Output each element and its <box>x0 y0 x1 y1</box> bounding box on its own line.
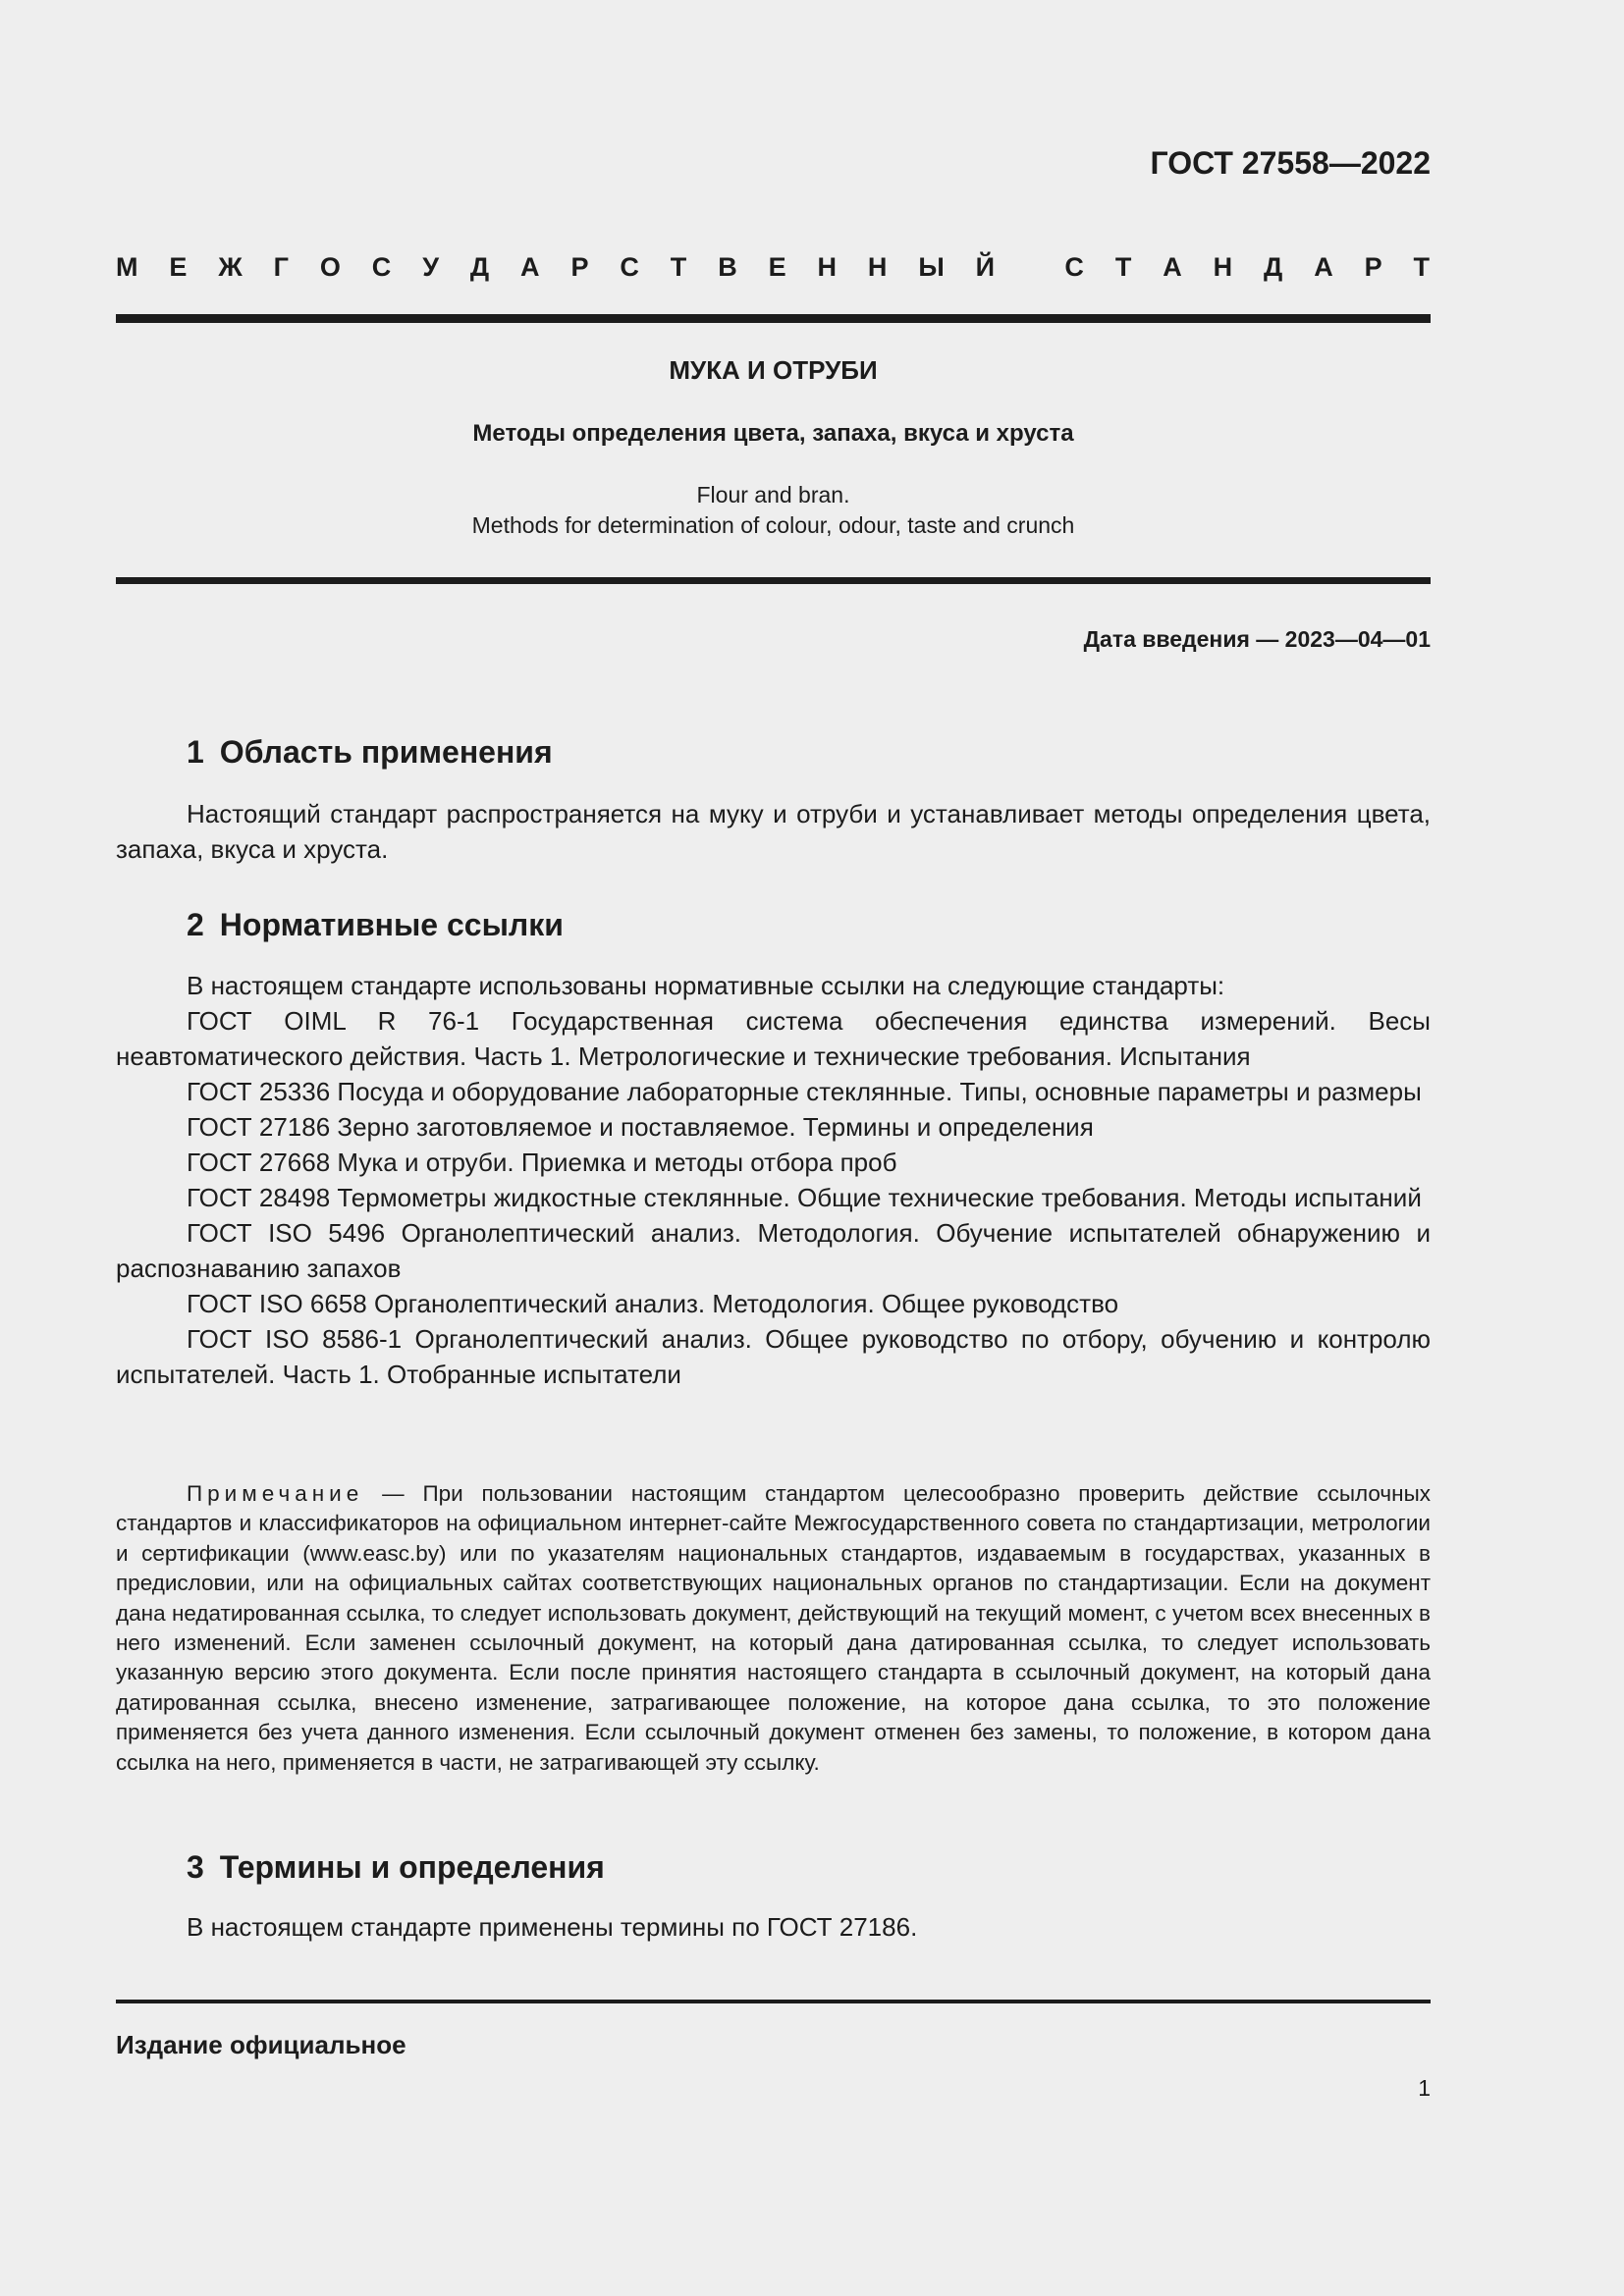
paragraph: В настоящем стандарте использованы нормативные ссылки на следующие стандарты: <box>187 971 1225 1000</box>
reference-item: ГОСТ ISO 6658 Органолептический анализ. Методология. Общее руководство <box>187 1289 1119 1318</box>
document-number: ГОСТ 27558—2022 <box>1150 145 1431 181</box>
title-divider <box>116 577 1431 584</box>
heading-letter: Н <box>817 252 838 282</box>
heading-letter: Т <box>1413 252 1431 282</box>
document-subtitle: Методы определения цвета, запаха, вкуса и хруста <box>472 420 1074 447</box>
heading-letter: Р <box>1364 252 1382 282</box>
section-title: Нормативные ссылки <box>219 907 564 942</box>
note-label: Примечание <box>187 1481 364 1506</box>
section-title: Область применения <box>219 734 553 770</box>
heading-letter: М <box>116 252 138 282</box>
section-2-body <box>116 968 1431 1392</box>
page-number: 1 <box>1418 2075 1431 2101</box>
heading-letter: О <box>319 252 341 282</box>
heading-letter: С <box>1064 252 1084 282</box>
heading-letter: С <box>371 252 392 282</box>
section-title: Термины и определения <box>219 1849 605 1885</box>
heading-letter: Е <box>169 252 188 282</box>
footer-divider <box>116 2000 1431 2003</box>
reference-item: ГОСТ ISO 8586-1 Органолептический анализ. Общее руководство по отбору, обучению и контролю испытателей. Часть 1. Отобранные испытатели <box>116 1324 1431 1389</box>
note-paragraph <box>116 1479 1431 1778</box>
heading-letter: С <box>620 252 639 282</box>
section-2-heading <box>187 907 564 943</box>
heading-letter: А <box>520 252 540 282</box>
reference-item: ГОСТ 28498 Термометры жидкостные стеклянные. Общие технические требования. Методы испытаний <box>187 1183 1422 1212</box>
section-number: 1 <box>187 734 204 770</box>
reference-item: ГОСТ 25336 Посуда и оборудование лабораторные стеклянные. Типы, основные параметры и размеры <box>187 1077 1422 1106</box>
section-1-heading <box>187 734 553 771</box>
heading-letter: Н <box>867 252 888 282</box>
heading-letter: Ж <box>218 252 243 282</box>
heading-letter: В <box>718 252 737 282</box>
heading-letter: Й <box>975 252 996 282</box>
heading-letter: Г <box>273 252 289 282</box>
section-number: 3 <box>187 1849 204 1885</box>
note-block <box>116 1479 1431 1778</box>
paragraph: В настоящем стандарте применены термины по ГОСТ 27186. <box>187 1912 918 1942</box>
section-3-body <box>116 1909 1431 1945</box>
reference-item: ГОСТ ISO 5496 Органолептический анализ. Методология. Обучение испытателей обнаружению и распознаванию запахов <box>116 1218 1431 1283</box>
heading-letter: Т <box>1114 252 1132 282</box>
heading-letter: Н <box>1213 252 1233 282</box>
paragraph: Настоящий стандарт распространяется на муку и отруби и устанавливает методы определения цвета, запаха, вкуса и хруста. <box>116 799 1431 864</box>
note-text: — При пользовании настоящим стандартом целесообразно проверить действие ссылочных стандартов и классификаторов на официальном интернет-сайте Межгосударственного совета по стандартизации, метрологии и сертификации (www.easc.by) или по указателям национальных стандартов, издаваемым в государствах, указанных в предисловии, или на официальных сайтах соответствующих национальных органов по стандартизации. Если на документ дана недатированная ссылка, то следует использовать документ, действующий на текущий момент, с учетом всех внесенных в него изменений. Если заменен ссылочный документ, на который дана датированная ссылка, то следует использовать указанную версию этого документа. Если после принятия настоящего стандарта в ссылочный документ, на который дана датированная ссылка, внесено изменение, затрагивающее положение, на которое дана ссылка, то это положение применяется без учета данного изменения. Если ссылочный документ отменен без замены, то положение, в котором дана ссылка на него, применяется в части, не затрагивающей эту ссылку. <box>116 1481 1431 1775</box>
heading-letter: Д <box>469 252 490 282</box>
section-3-heading <box>187 1849 605 1886</box>
heading-letter: Т <box>670 252 687 282</box>
reference-item: ГОСТ 27186 Зерно заготовляемое и поставляемое. Термины и определения <box>187 1112 1094 1142</box>
document-title: МУКА И ОТРУБИ <box>669 355 878 385</box>
heading-letter: Е <box>768 252 786 282</box>
english-title-line-2: Methods for determination of colour, odour, taste and crunch <box>471 512 1075 538</box>
english-title-line-1: Flour and bran. <box>696 482 850 507</box>
introduction-date: Дата введения — 2023—04—01 <box>1083 626 1431 652</box>
heading-letter: Д <box>1264 252 1283 282</box>
section-number: 2 <box>187 907 204 942</box>
heading-letter: А <box>1163 252 1182 282</box>
reference-item: ГОСТ OIML R 76-1 Государственная система обеспечения единства измерений. Весы неавтоматического действия. Часть 1. Метрологические и технические требования. Испытания <box>116 1006 1431 1071</box>
heading-letter: Ы <box>918 252 945 282</box>
reference-item: ГОСТ 27668 Мука и отруби. Приемка и методы отбора проб <box>187 1148 897 1177</box>
heading-letter: А <box>1314 252 1333 282</box>
heading-letter: Р <box>570 252 589 282</box>
heading-letter <box>1026 252 1034 283</box>
section-1-body <box>116 796 1431 867</box>
heading-letter: У <box>422 252 439 282</box>
top-divider <box>116 314 1431 323</box>
english-title <box>116 480 1431 541</box>
interstate-standard-heading <box>116 252 1430 283</box>
official-edition-label: Издание официальное <box>116 2030 406 2059</box>
